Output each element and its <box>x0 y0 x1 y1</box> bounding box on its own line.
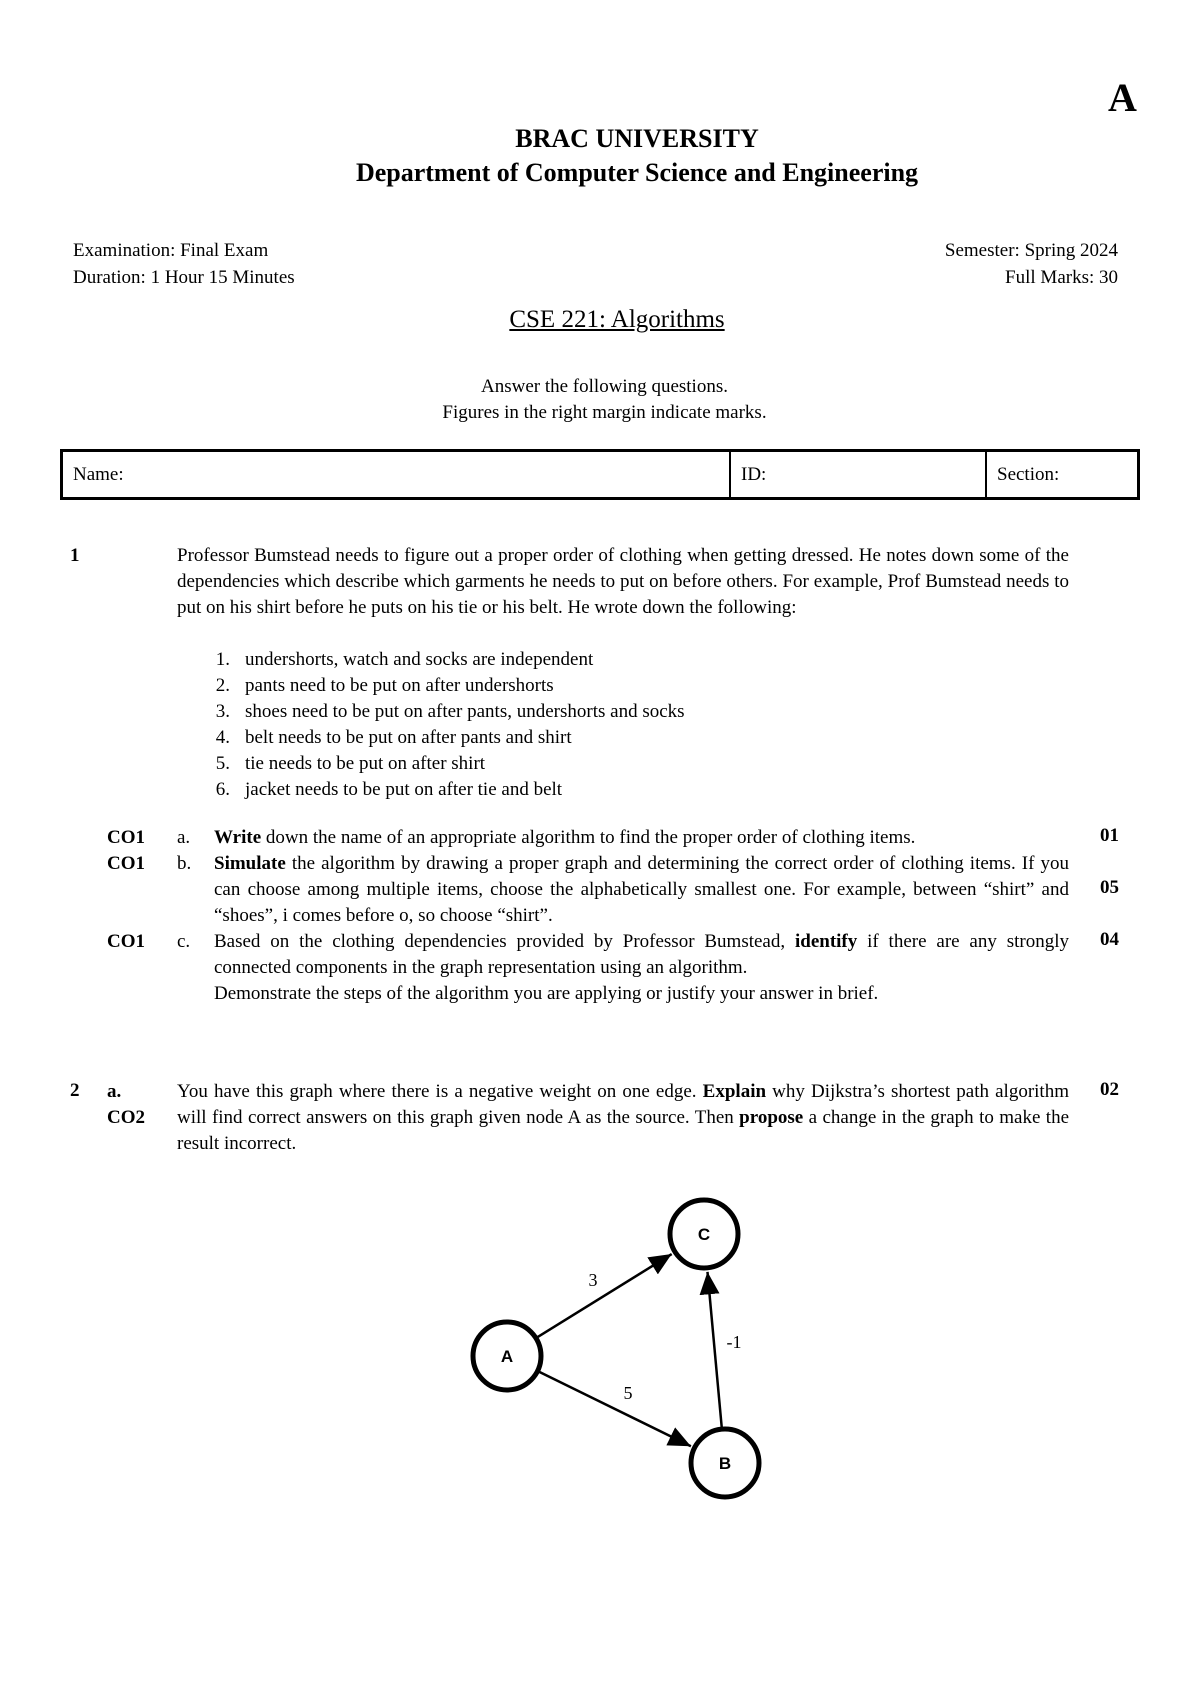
question-1-intro: Professor Bumstead needs to figure out a proper order of clothing when getting dressed. He notes down some of the dependencies which describe which garments he needs to put on before others. For example, Prof Bumstead needs to put on his shirt before he puts on his tie or his belt. He wrote down the following: <box>177 545 1069 618</box>
student-info-box <box>60 449 1140 500</box>
department-name: Department of Computer Science and Engineering <box>355 158 919 187</box>
q1c-line-1 <box>214 929 1069 981</box>
q2a-verb-explain: Explain <box>702 1081 767 1102</box>
edge-B-C <box>707 1272 721 1427</box>
list-item-number: 3. <box>215 701 230 722</box>
q1a-marks: 01 <box>1100 825 1119 846</box>
node-label-B: B <box>718 1454 732 1473</box>
q1c-pre: Based on the clothing dependencies provided by Professor Bumstead, <box>214 931 795 952</box>
q1c-marks: 04 <box>1100 929 1119 950</box>
q1c-letter: c. <box>177 931 191 952</box>
q1b-co-tag: CO1 <box>107 853 145 874</box>
node-label-C: C <box>697 1225 711 1244</box>
q1c-post: if there are any strongly connected components in the graph representation using an algorithm. <box>214 931 1069 978</box>
question-1-number: 1 <box>70 545 80 566</box>
graph-edges <box>538 1254 742 1446</box>
course-title: CSE 221: Algorithms <box>509 306 725 333</box>
list-item-number: 5. <box>215 753 230 774</box>
edge-weight-B-C: -1 <box>726 1332 742 1352</box>
duration-label: Duration: 1 Hour 15 Minutes <box>73 267 295 288</box>
q2a-text <box>177 1079 1069 1157</box>
q1b-text <box>214 851 1069 929</box>
q2a-pre: You have this graph where there is a negative weight on one edge. <box>177 1081 703 1102</box>
name-field[interactable] <box>62 451 731 499</box>
q1b-body: the algorithm by drawing a proper graph and determining the correct order of clothing items. If you can choose among multiple items, choose the alphabetically smallest one. For example, between “shirt” and “shoes”, i comes before o, so choose “shirt”. <box>214 853 1069 926</box>
q1c-verb: identify <box>794 931 858 952</box>
q1b-marks: 05 <box>1100 877 1119 898</box>
q1a-verb: Write <box>214 827 262 848</box>
id-field[interactable] <box>730 451 986 499</box>
section-field[interactable] <box>986 451 1139 499</box>
list-item <box>196 725 896 751</box>
list-item-number: 6. <box>215 779 230 800</box>
exam-info-left <box>73 237 295 291</box>
q2a-verb-propose: propose <box>739 1107 804 1128</box>
list-item-text: jacket needs to be put on after tie and belt <box>245 779 563 800</box>
examination-label: Examination: Final Exam <box>73 240 269 261</box>
q2a-mid: why Dijkstra’s shortest path algorithm will find correct answers on this graph given node A as the source. Then <box>177 1081 1069 1128</box>
exam-set-letter: A <box>1108 75 1137 120</box>
list-item-number: 4. <box>215 727 230 748</box>
edge-A-B <box>539 1372 691 1446</box>
list-item <box>196 647 896 673</box>
edge-weight-A-C: 3 <box>588 1270 598 1290</box>
dependency-list <box>196 647 896 803</box>
graph-nodes <box>473 1200 759 1497</box>
q1c-co-tag: CO1 <box>107 931 145 952</box>
list-item-number: 1. <box>215 649 230 670</box>
full-marks-label: Full Marks: 30 <box>1005 267 1118 288</box>
weighted-digraph <box>440 1170 800 1520</box>
list-item-text: belt needs to be put on after pants and shirt <box>245 727 572 748</box>
semester-label: Semester: Spring 2024 <box>944 240 1118 261</box>
q2a-co-tag: CO2 <box>107 1107 145 1128</box>
q1a-letter: a. <box>177 827 191 848</box>
id-label: ID: <box>741 463 767 485</box>
list-item <box>196 673 896 699</box>
list-item-text: pants need to be put on after undershorts <box>245 675 554 696</box>
question-2-number: 2 <box>70 1080 80 1101</box>
q2a-post: a change in the graph to make the result incorrect. <box>177 1107 1070 1154</box>
node-label-A: A <box>500 1347 514 1366</box>
q2a-marks: 02 <box>1100 1079 1119 1100</box>
instruction-line-2: Figures in the right margin indicate marks. <box>442 402 767 423</box>
q1a-co-tag: CO1 <box>107 827 145 848</box>
name-label: Name: <box>73 463 124 485</box>
instructions <box>0 374 1200 426</box>
list-item <box>196 751 896 777</box>
q1b-letter: b. <box>177 853 192 874</box>
q1b-verb: Simulate <box>214 853 286 874</box>
q1c-line-2: Demonstrate the steps of the algorithm you are applying or justify your answer in brief. <box>214 983 879 1004</box>
edge-weight-A-B: 5 <box>623 1383 633 1403</box>
list-item-text: shoes need to be put on after pants, undershorts and socks <box>245 701 685 722</box>
q1a-text <box>214 825 1074 851</box>
edge-A-C <box>538 1254 672 1337</box>
list-item <box>196 777 896 803</box>
section-label: Section: <box>997 463 1060 485</box>
list-item-text: tie needs to be put on after shirt <box>245 753 486 774</box>
list-item-text: undershorts, watch and socks are independent <box>245 649 594 670</box>
university-name: BRAC UNIVERSITY <box>515 124 759 153</box>
q1a-body: down the name of an appropriate algorithm to find the proper order of clothing items. <box>261 827 916 848</box>
q2a-letter: a. <box>107 1081 122 1102</box>
list-item-number: 2. <box>215 675 230 696</box>
list-item <box>196 699 896 725</box>
exam-info-right <box>800 237 1118 291</box>
instruction-line-1: Answer the following questions. <box>481 376 728 397</box>
q1c-text <box>214 929 1069 1007</box>
